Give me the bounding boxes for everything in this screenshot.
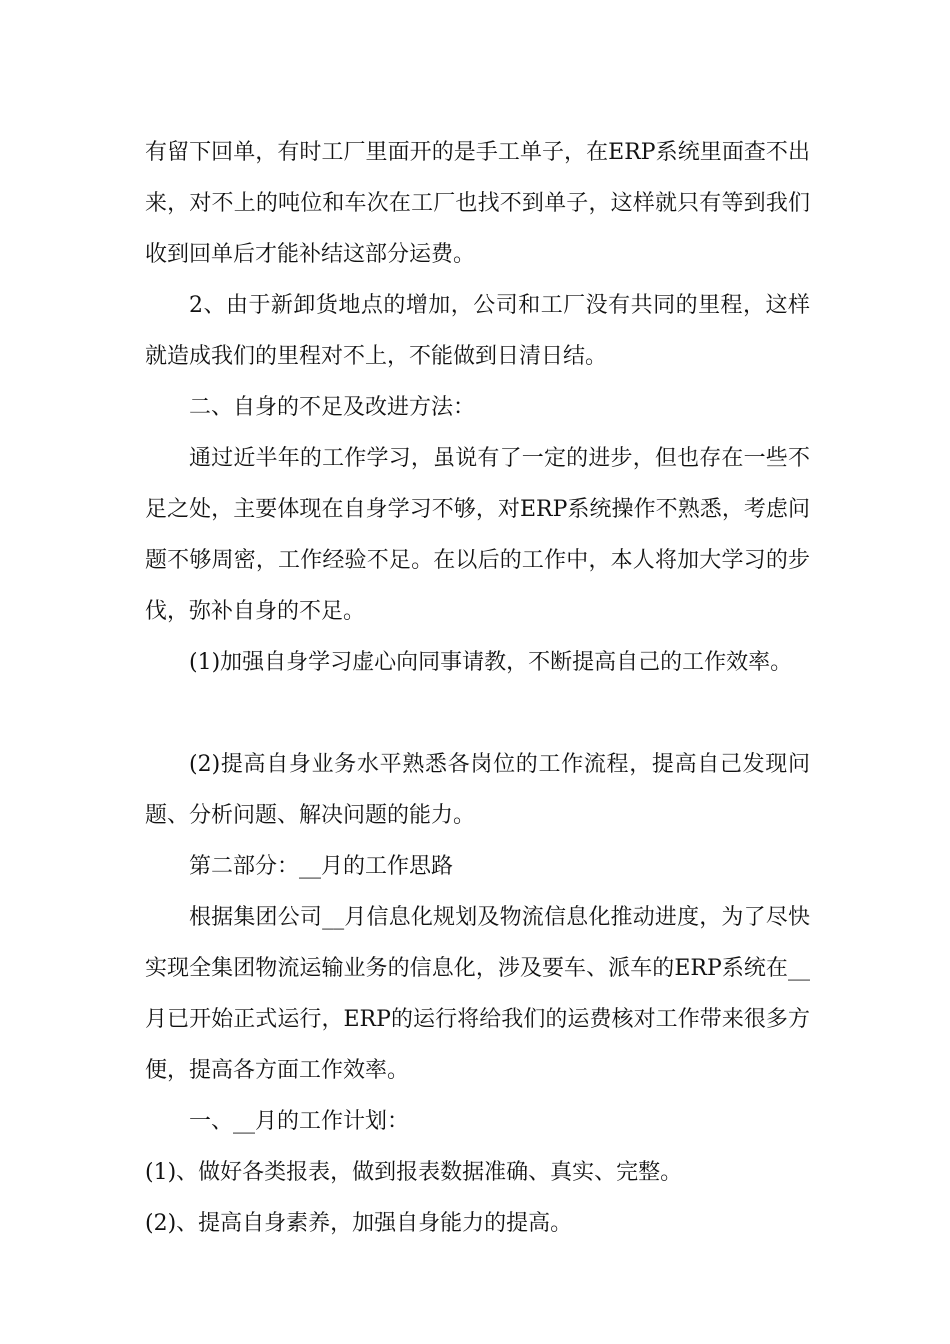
paragraph-shortcomings: 通过近半年的工作学习，虽说有了一定的进步，但也存在一些不足之处，主要体现在自身学习不够，对ERP系统操作不熟悉，考虑问题不够周密，工作经验不足。在以后的工作中，本人将加大学习的步伐，弥补自身的不足。: [145, 446, 810, 624]
paragraph-return-receipt-continued: 有留下回单，有时工厂里面开的是手工单子，在ERP系统里面查不出来，对不上的吨位和车次在工厂也找不到单子，这样就只有等到我们收到回单后才能补结这部分运费。: [145, 140, 810, 267]
list-item-improvement-1: (1)加强自身学习虚心向同事请教，不断提高自己的工作效率。: [189, 650, 793, 675]
section-heading-work-plan: 一、__月的工作计划：: [189, 1109, 410, 1134]
list-item-plan-1: (1)、做好各类报表，做到报表数据准确、真实、完整。: [145, 1160, 683, 1185]
section-heading-part-two: 第二部分：__月的工作思路: [189, 854, 454, 879]
list-item-plan-2: (2)、提高自身素养，加强自身能力的提高。: [145, 1211, 573, 1236]
list-item-improvement-2: (2)提高自身业务水平熟悉各岗位的工作流程，提高自己发现问题、分析问题、解决问题的能力。: [145, 752, 810, 828]
paragraph-mileage-issue: 2、由于新卸货地点的增加，公司和工厂没有共同的里程，这样就造成我们的里程对不上，不能做到日清日结。: [145, 293, 810, 369]
paragraph-erp-plan: 根据集团公司__月信息化规划及物流信息化推动进度，为了尽快实现全集团物流运输业务的信息化，涉及要车、派车的ERP系统在__月已开始正式运行，ERP的运行将给我们的运费核对工作带来很多方便，提高各方面工作效率。: [145, 905, 810, 1083]
document-body: [145, 127, 810, 1249]
section-heading-shortcomings: 二、自身的不足及改进方法：: [189, 395, 476, 420]
blank-line: [145, 688, 810, 739]
